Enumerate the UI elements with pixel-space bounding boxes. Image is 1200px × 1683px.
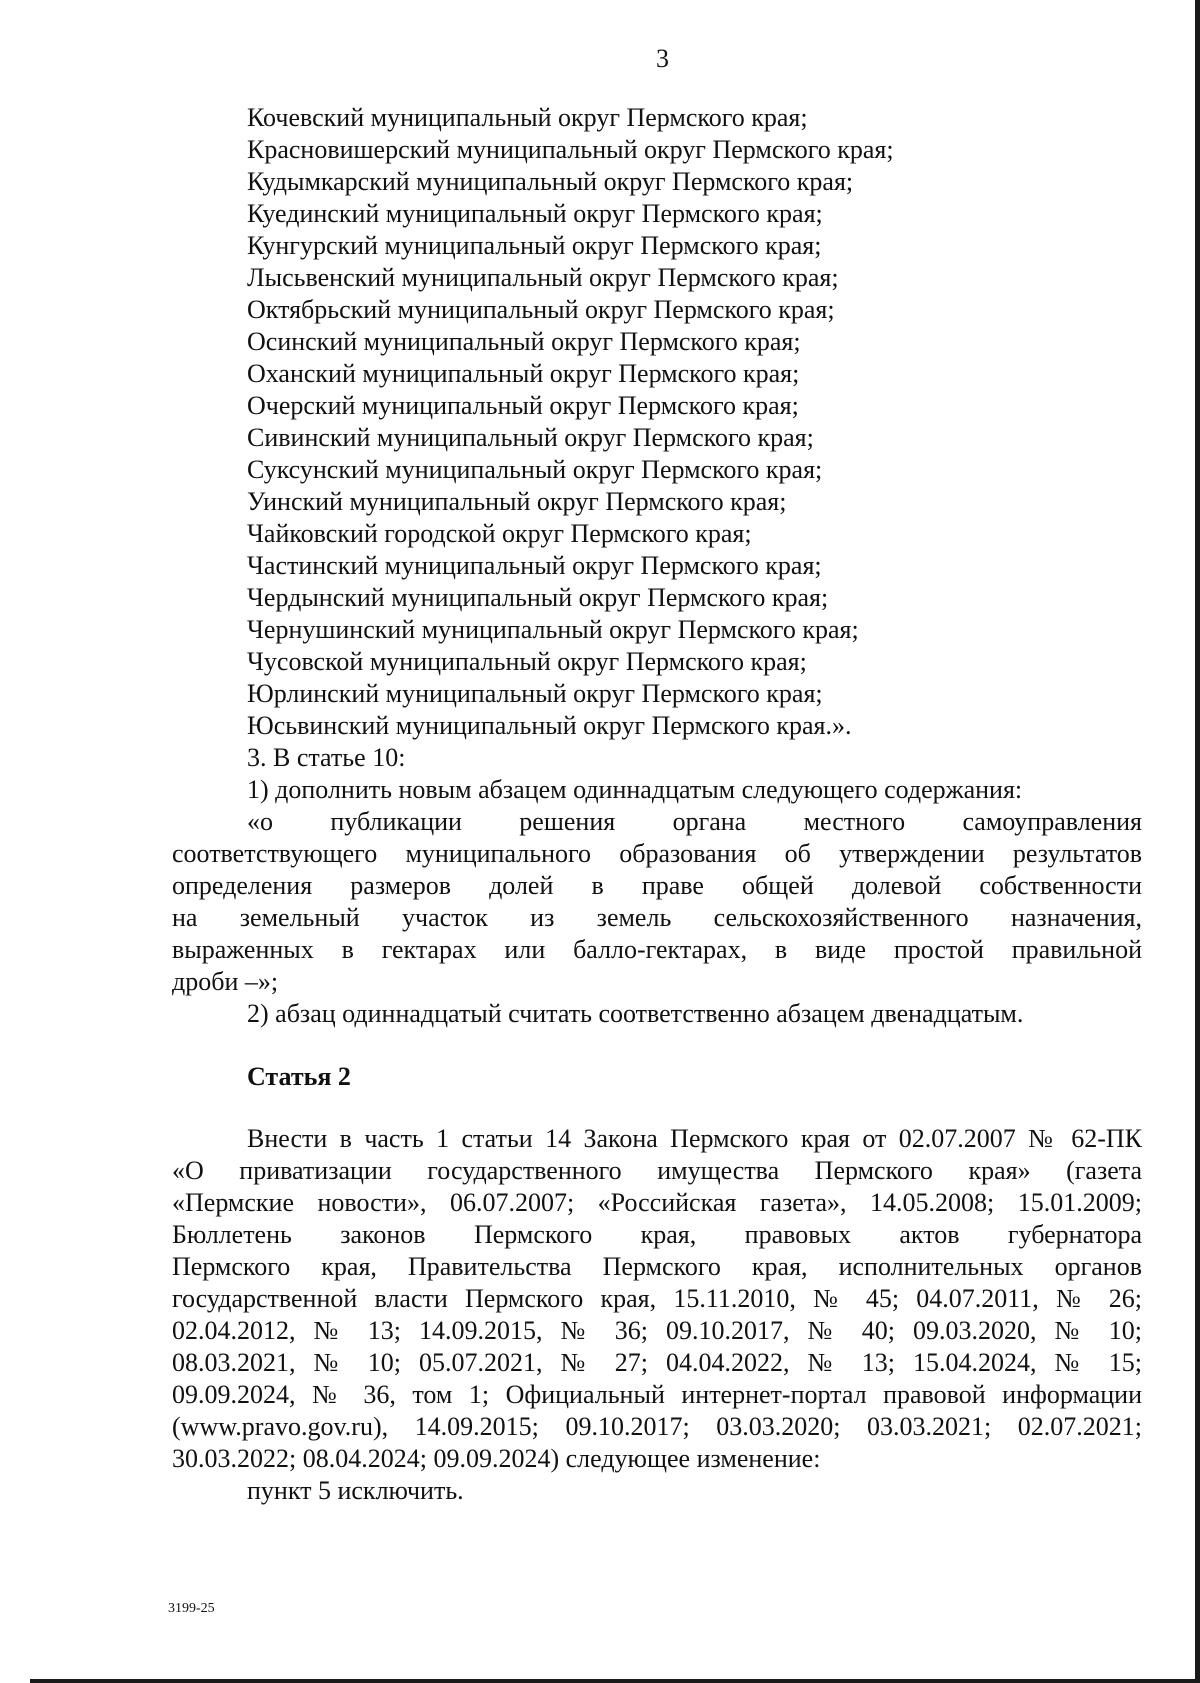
quote-line: определения размеров долей в праве общей долевой собственности: [172, 871, 1142, 900]
list-item: Лысьвенский муниципальный округ Пермского края;: [247, 263, 839, 292]
paragraph-line: государственной власти Пермского края, 15.11.2010, № 45; 04.07.2011, № 26;: [172, 1284, 1142, 1313]
list-item: Красновишерский муниципальный округ Пермского края;: [247, 135, 894, 164]
page-number: 3: [656, 44, 669, 73]
list-item: Чернушинский муниципальный округ Пермского края;: [247, 615, 859, 644]
quote-line: на земельный участок из земель сельскохозяйственного назначения,: [172, 903, 1142, 932]
article-2-paragraph: [172, 1123, 1142, 1475]
list-item: Суксунский муниципальный округ Пермского края;: [247, 455, 823, 484]
list-item: Очерский муниципальный округ Пермского края;: [247, 391, 799, 420]
list-item: Куединский муниципальный округ Пермского края;: [247, 199, 823, 228]
document-code: 3199-25: [168, 1601, 215, 1616]
scan-edge-bottom: [30, 1679, 1200, 1683]
list-item: Кудымкарский муниципальный округ Пермского края;: [247, 167, 854, 196]
list-item: Чердынский муниципальный округ Пермского края;: [247, 583, 829, 612]
item-3: 3. В статье 10:: [247, 743, 406, 772]
paragraph-line: (www.pravo.gov.ru), 14.09.2015; 09.10.2017; 03.03.2020; 03.03.2021; 02.07.2021;: [172, 1412, 1142, 1441]
sub-item-1: 1) дополнить новым абзацем одиннадцатым следующего содержания:: [247, 775, 1023, 804]
list-item: Чусовской муниципальный округ Пермского края;: [247, 647, 807, 676]
list-item: Осинский муниципальный округ Пермского края;: [247, 327, 801, 356]
paragraph-line: Внести в часть 1 статьи 14 Закона Пермского края от 02.07.2007 № 62-ПК: [247, 1124, 1142, 1153]
list-item: Сивинский муниципальный округ Пермского края;: [247, 423, 814, 452]
paragraph-line: 02.04.2012, № 13; 14.09.2015, № 36; 09.10.2017, № 40; 09.03.2020, № 10;: [172, 1316, 1142, 1345]
paragraph-line: 08.03.2021, № 10; 05.07.2021, № 27; 04.04.2022, № 13; 15.04.2024, № 15;: [172, 1348, 1142, 1377]
sub-item-2: 2) абзац одиннадцатый считать соответственно абзацем двенадцатым.: [247, 999, 1024, 1028]
paragraph-line: 30.03.2022; 08.04.2024; 09.09.2024) следующее изменение:: [172, 1444, 821, 1473]
list-item: Уинский муниципальный округ Пермского края;: [247, 487, 787, 516]
paragraph-line: «О приватизации государственного имущества Пермского края» (газета: [172, 1156, 1142, 1185]
district-list: [172, 102, 1142, 742]
paragraph-line: Бюллетень законов Пермского края, правовых актов губернатора: [172, 1220, 1142, 1249]
article-2-heading: Статья 2: [247, 1062, 351, 1091]
list-item: Октябрьский муниципальный округ Пермского края;: [247, 295, 835, 324]
quoted-paragraph: [172, 806, 1142, 998]
document-body: [172, 102, 1142, 1507]
paragraph-line: Пермского края, Правительства Пермского края, исполнительных органов: [172, 1252, 1142, 1281]
list-item: Частинский муниципальный округ Пермского края;: [247, 551, 822, 580]
quote-line: «о публикации решения органа местного самоуправления: [247, 807, 1142, 836]
paragraph-line: «Пермские новости», 06.07.2007; «Российская газета», 14.05.2008; 15.01.2009;: [172, 1188, 1142, 1217]
quote-line: соответствующего муниципального образования об утверждении результатов: [172, 839, 1142, 868]
list-item: Оханский муниципальный округ Пермского края;: [247, 359, 800, 388]
list-item: Юрлинский муниципальный округ Пермского края;: [247, 679, 823, 708]
quote-line: дроби –»;: [172, 967, 279, 996]
article-2-item: пункт 5 исключить.: [247, 1476, 464, 1505]
list-item: Кочевский муниципальный округ Пермского края;: [247, 103, 808, 132]
quote-line: выраженных в гектарах или балло-гектарах, в виде простой правильной: [172, 935, 1142, 964]
paragraph-line: 09.09.2024, № 36, том 1; Официальный интернет-портал правовой информации: [172, 1380, 1142, 1409]
list-item: Юсьвинский муниципальный округ Пермского края.».: [247, 711, 852, 740]
list-item: Кунгурский муниципальный округ Пермского края;: [247, 231, 822, 260]
list-item: Чайковский городской округ Пермского края;: [247, 519, 752, 548]
scan-edge-right: [1195, 0, 1200, 1683]
